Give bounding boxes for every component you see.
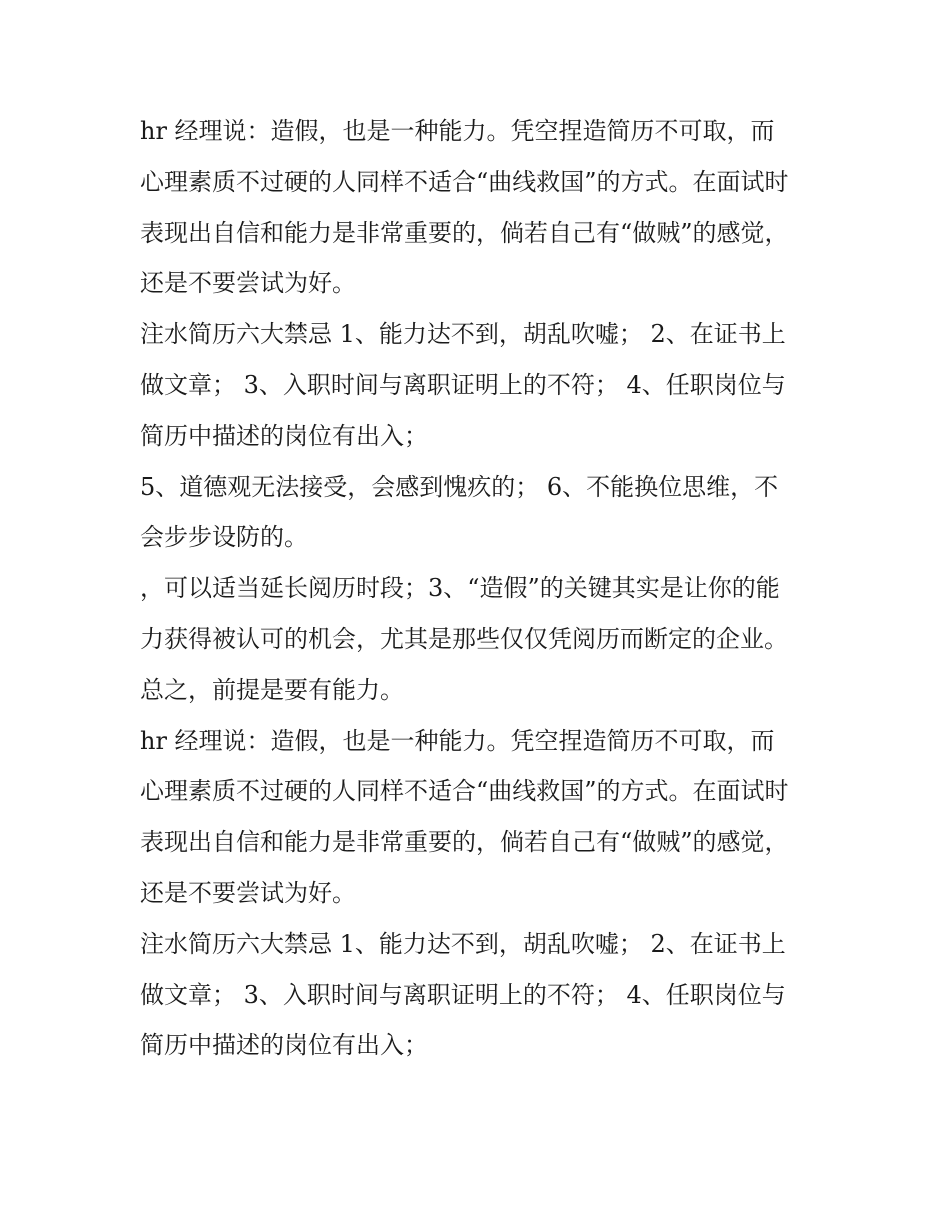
text-line: 会步步设防的。 bbox=[140, 523, 308, 552]
text-line: 表现出自信和能力是非常重要的，倘若自己有“做贼”的感觉， bbox=[140, 218, 789, 247]
text-line: 心理素质不过硬的人同样不适合“曲线救国”的方式。在面试时 bbox=[140, 777, 789, 806]
text-line: 做文章； 3、入职时间与离职证明上的不符； 4、任职岗位与 bbox=[140, 370, 786, 399]
text-line: hr 经理说：造假，也是一种能力。凭空捏造简历不可取，而 bbox=[140, 117, 775, 145]
text-line: 简历中描述的岗位有出入； bbox=[140, 421, 428, 450]
text-line: 注水简历六大禁忌 1、能力达不到，胡乱吹嘘； 2、在证书上 bbox=[140, 320, 786, 349]
text-line: ，可以适当延长阅历时段；3、“造假”的关键其实是让你的能 bbox=[140, 574, 780, 603]
text-line: hr 经理说：造假，也是一种能力。凭空捏造简历不可取，而 bbox=[140, 726, 775, 755]
text-line: 简历中描述的岗位有出入； bbox=[140, 1031, 428, 1060]
text-line: 还是不要尝试为好。 bbox=[140, 878, 356, 907]
text-line: 注水简历六大禁忌 1、能力达不到，胡乱吹嘘； 2、在证书上 bbox=[140, 929, 786, 958]
text-line: 表现出自信和能力是非常重要的，倘若自己有“做贼”的感觉， bbox=[140, 828, 789, 857]
text-line: 总之，前提是要有能力。 bbox=[140, 675, 404, 704]
text-line: 心理素质不过硬的人同样不适合“曲线救国”的方式。在面试时 bbox=[140, 167, 789, 196]
text-line: 力获得被认可的机会，尤其是那些仅仅凭阅历而断定的企业。 bbox=[140, 624, 788, 653]
text-line: 做文章； 3、入职时间与离职证明上的不符； 4、任职岗位与 bbox=[140, 980, 786, 1009]
document-body bbox=[140, 106, 820, 1071]
text-line: 5、道德观无法接受，会感到愧疚的； 6、不能换位思维，不 bbox=[140, 472, 779, 501]
text-line: 还是不要尝试为好。 bbox=[140, 269, 356, 298]
